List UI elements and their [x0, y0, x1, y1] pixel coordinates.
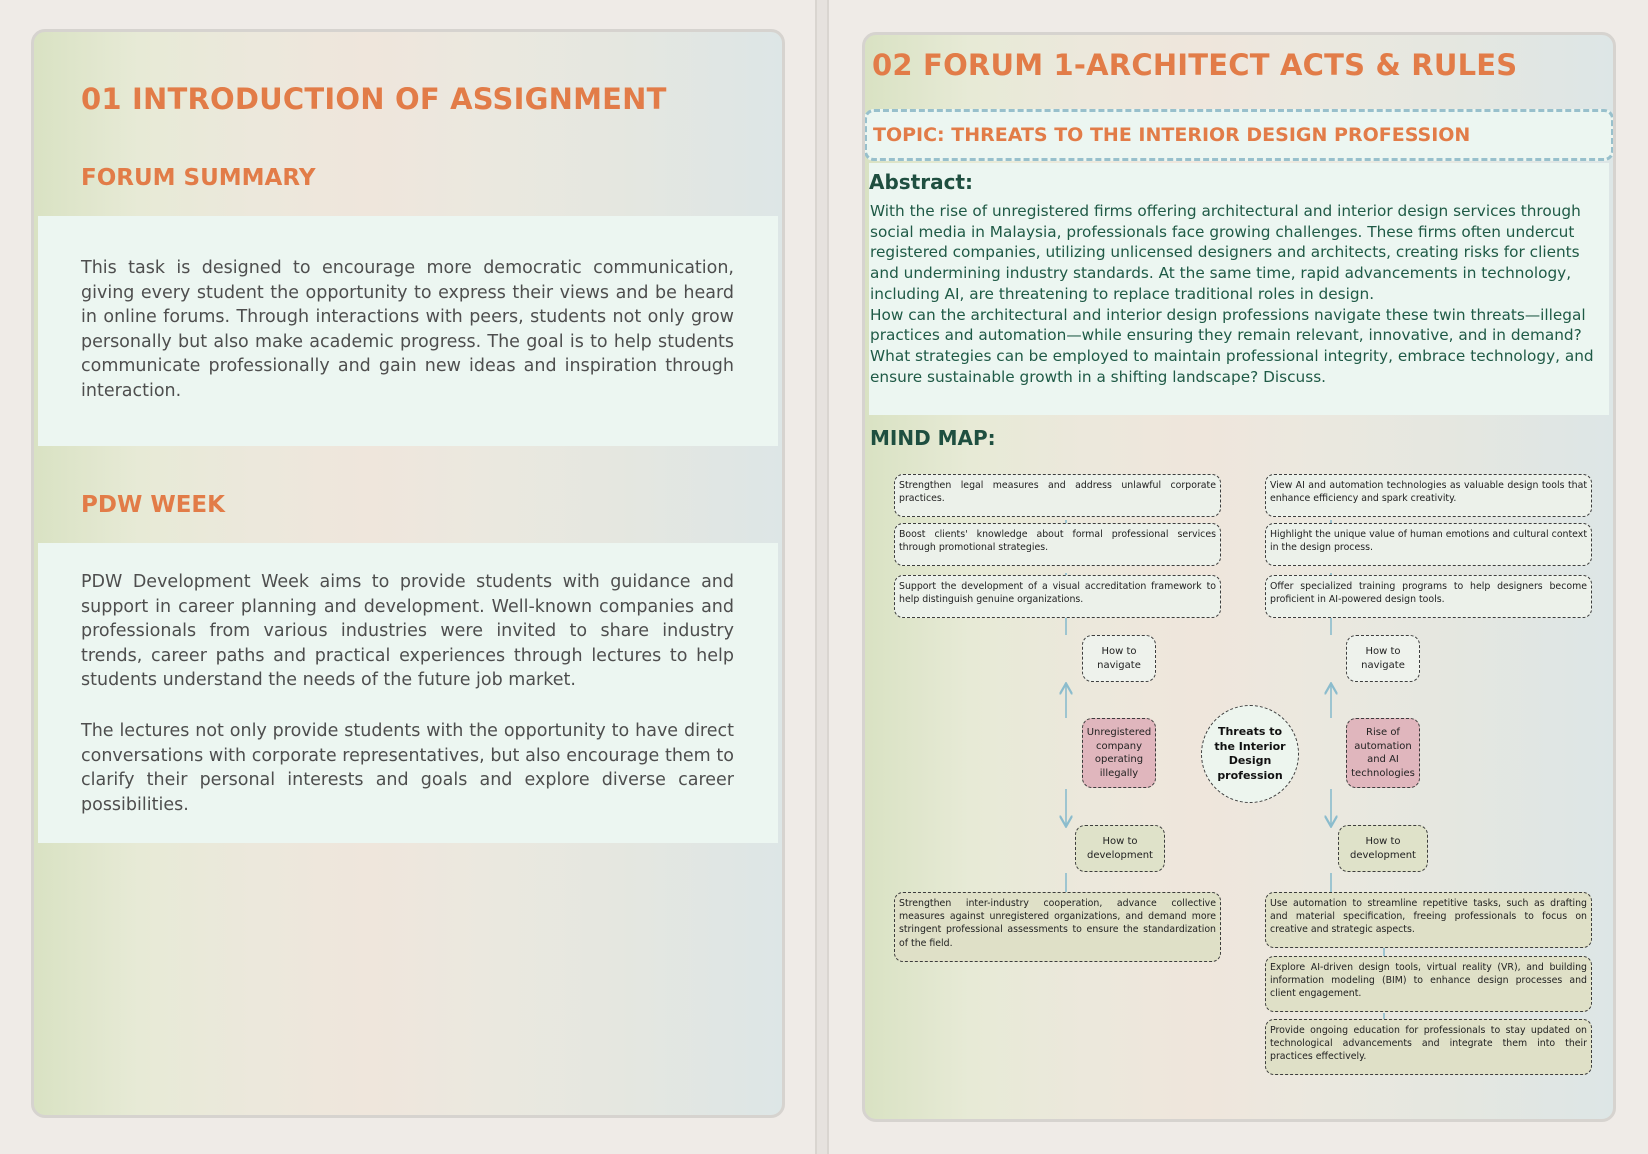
section-title: 02 FORUM 1-ARCHITECT ACTS & RULES — [872, 48, 1518, 82]
abstract-paragraph-2: How can the architectural and interior design professions navigate these twin threats—illegal practices and automation—while ensuring they remain relevant, innovative, and in demand? What strategies can be employed to maintain professional integrity, embrace technology, and ensure sustainable growth in a shifting landscape? Discuss. — [870, 305, 1594, 386]
right-navigate-item: Offer specialized training programs to help designers become proficient in AI-powered design tools. — [1265, 575, 1592, 618]
forum-summary-text: This task is designed to encourage more democratic communication, giving every student the opportunity to express their views and be heard in online forums. Through interactions with peers, students not only grow personally but also make academic progress. The goal is to help students communicate professionally and gain new ideas and inspiration through interaction. — [81, 258, 734, 401]
abstract-heading: Abstract: — [869, 170, 974, 194]
mind-map-heading: MIND MAP: — [870, 426, 996, 450]
left-development-item: Strengthen inter-industry cooperation, advance collective measures against unregistered organizations, and demand more stringent professional assessments to ensure the standardization of the field. — [894, 892, 1221, 962]
section-title: 01 INTRODUCTION OF ASSIGNMENT — [81, 82, 667, 116]
right-development-item: Use automation to streamline repetitive tasks, such as drafting and material specification, freeing professionals to focus on creative and strategic aspects. — [1265, 892, 1592, 948]
topic-text: TOPIC: THREATS TO THE INTERIOR DESIGN PROFESSION — [873, 124, 1471, 146]
left-navigate-item: Strengthen legal measures and address unlawful corporate practices. — [894, 474, 1221, 517]
right-branch-node: Rise of automation and AI technologies — [1346, 718, 1420, 788]
pdw-week-text-1: PDW Development Week aims to provide students with guidance and support in career planning and development. Well-known companies and professionals from various industries were invited to share industry trends, career paths and practical experiences through lectures to help students understand the needs of the future job market. — [81, 572, 734, 691]
left-navigate-item: Support the development of a visual accreditation framework to help distinguish genuine organizations. — [894, 575, 1221, 618]
forum-summary-panel — [38, 216, 778, 446]
left-navigate-item: Boost clients' knowledge about formal professional services through promotional strategies. — [894, 523, 1221, 566]
pdw-week-heading: PDW WEEK — [81, 492, 225, 518]
left-development-node: How to development — [1075, 825, 1165, 872]
left-navigate-node: How to navigate — [1082, 635, 1156, 682]
forum-summary-heading: FORUM SUMMARY — [81, 165, 316, 191]
abstract-paragraph-1: With the rise of unregistered firms offering architectural and interior design services through social media in Malaysia, professionals face growing challenges. These firms often undercut registered companies, utilizing unlicensed designers and architects, creating risks for clients and undermining industry standards. At the same time, rapid advancements in technology, including AI, are threatening to replace traditional roles in design. — [870, 202, 1581, 303]
pdw-week-panel — [38, 543, 778, 843]
pdw-week-text-2: The lectures not only provide students with the opportunity to have direct conversations with corporate representatives, but also encourage them to clarify their personal interests and goals and explore diverse career possibilities. — [81, 721, 734, 815]
introduction-card — [31, 29, 785, 1118]
left-branch-node: Unregistered company operating illegally — [1082, 718, 1156, 788]
right-navigate-item: Highlight the unique value of human emotions and cultural context in the design process. — [1265, 523, 1592, 566]
right-development-item: Provide ongoing education for professionals to stay updated on technological advancements and integrate them into their practices effectively. — [1265, 1019, 1592, 1075]
right-development-item: Explore AI-driven design tools, virtual reality (VR), and building information modeling (BIM) to enhance design processes and client engagement. — [1265, 956, 1592, 1012]
right-development-node: How to development — [1338, 825, 1428, 872]
right-navigate-item: View AI and automation technologies as valuable design tools that enhance efficiency and spark creativity. — [1265, 474, 1592, 517]
right-navigate-node: How to navigate — [1346, 635, 1420, 682]
page-gutter — [815, 0, 829, 1154]
mind-map-center-node: Threats to the Interior Design profession — [1201, 705, 1299, 803]
forum-card — [862, 32, 1616, 1122]
